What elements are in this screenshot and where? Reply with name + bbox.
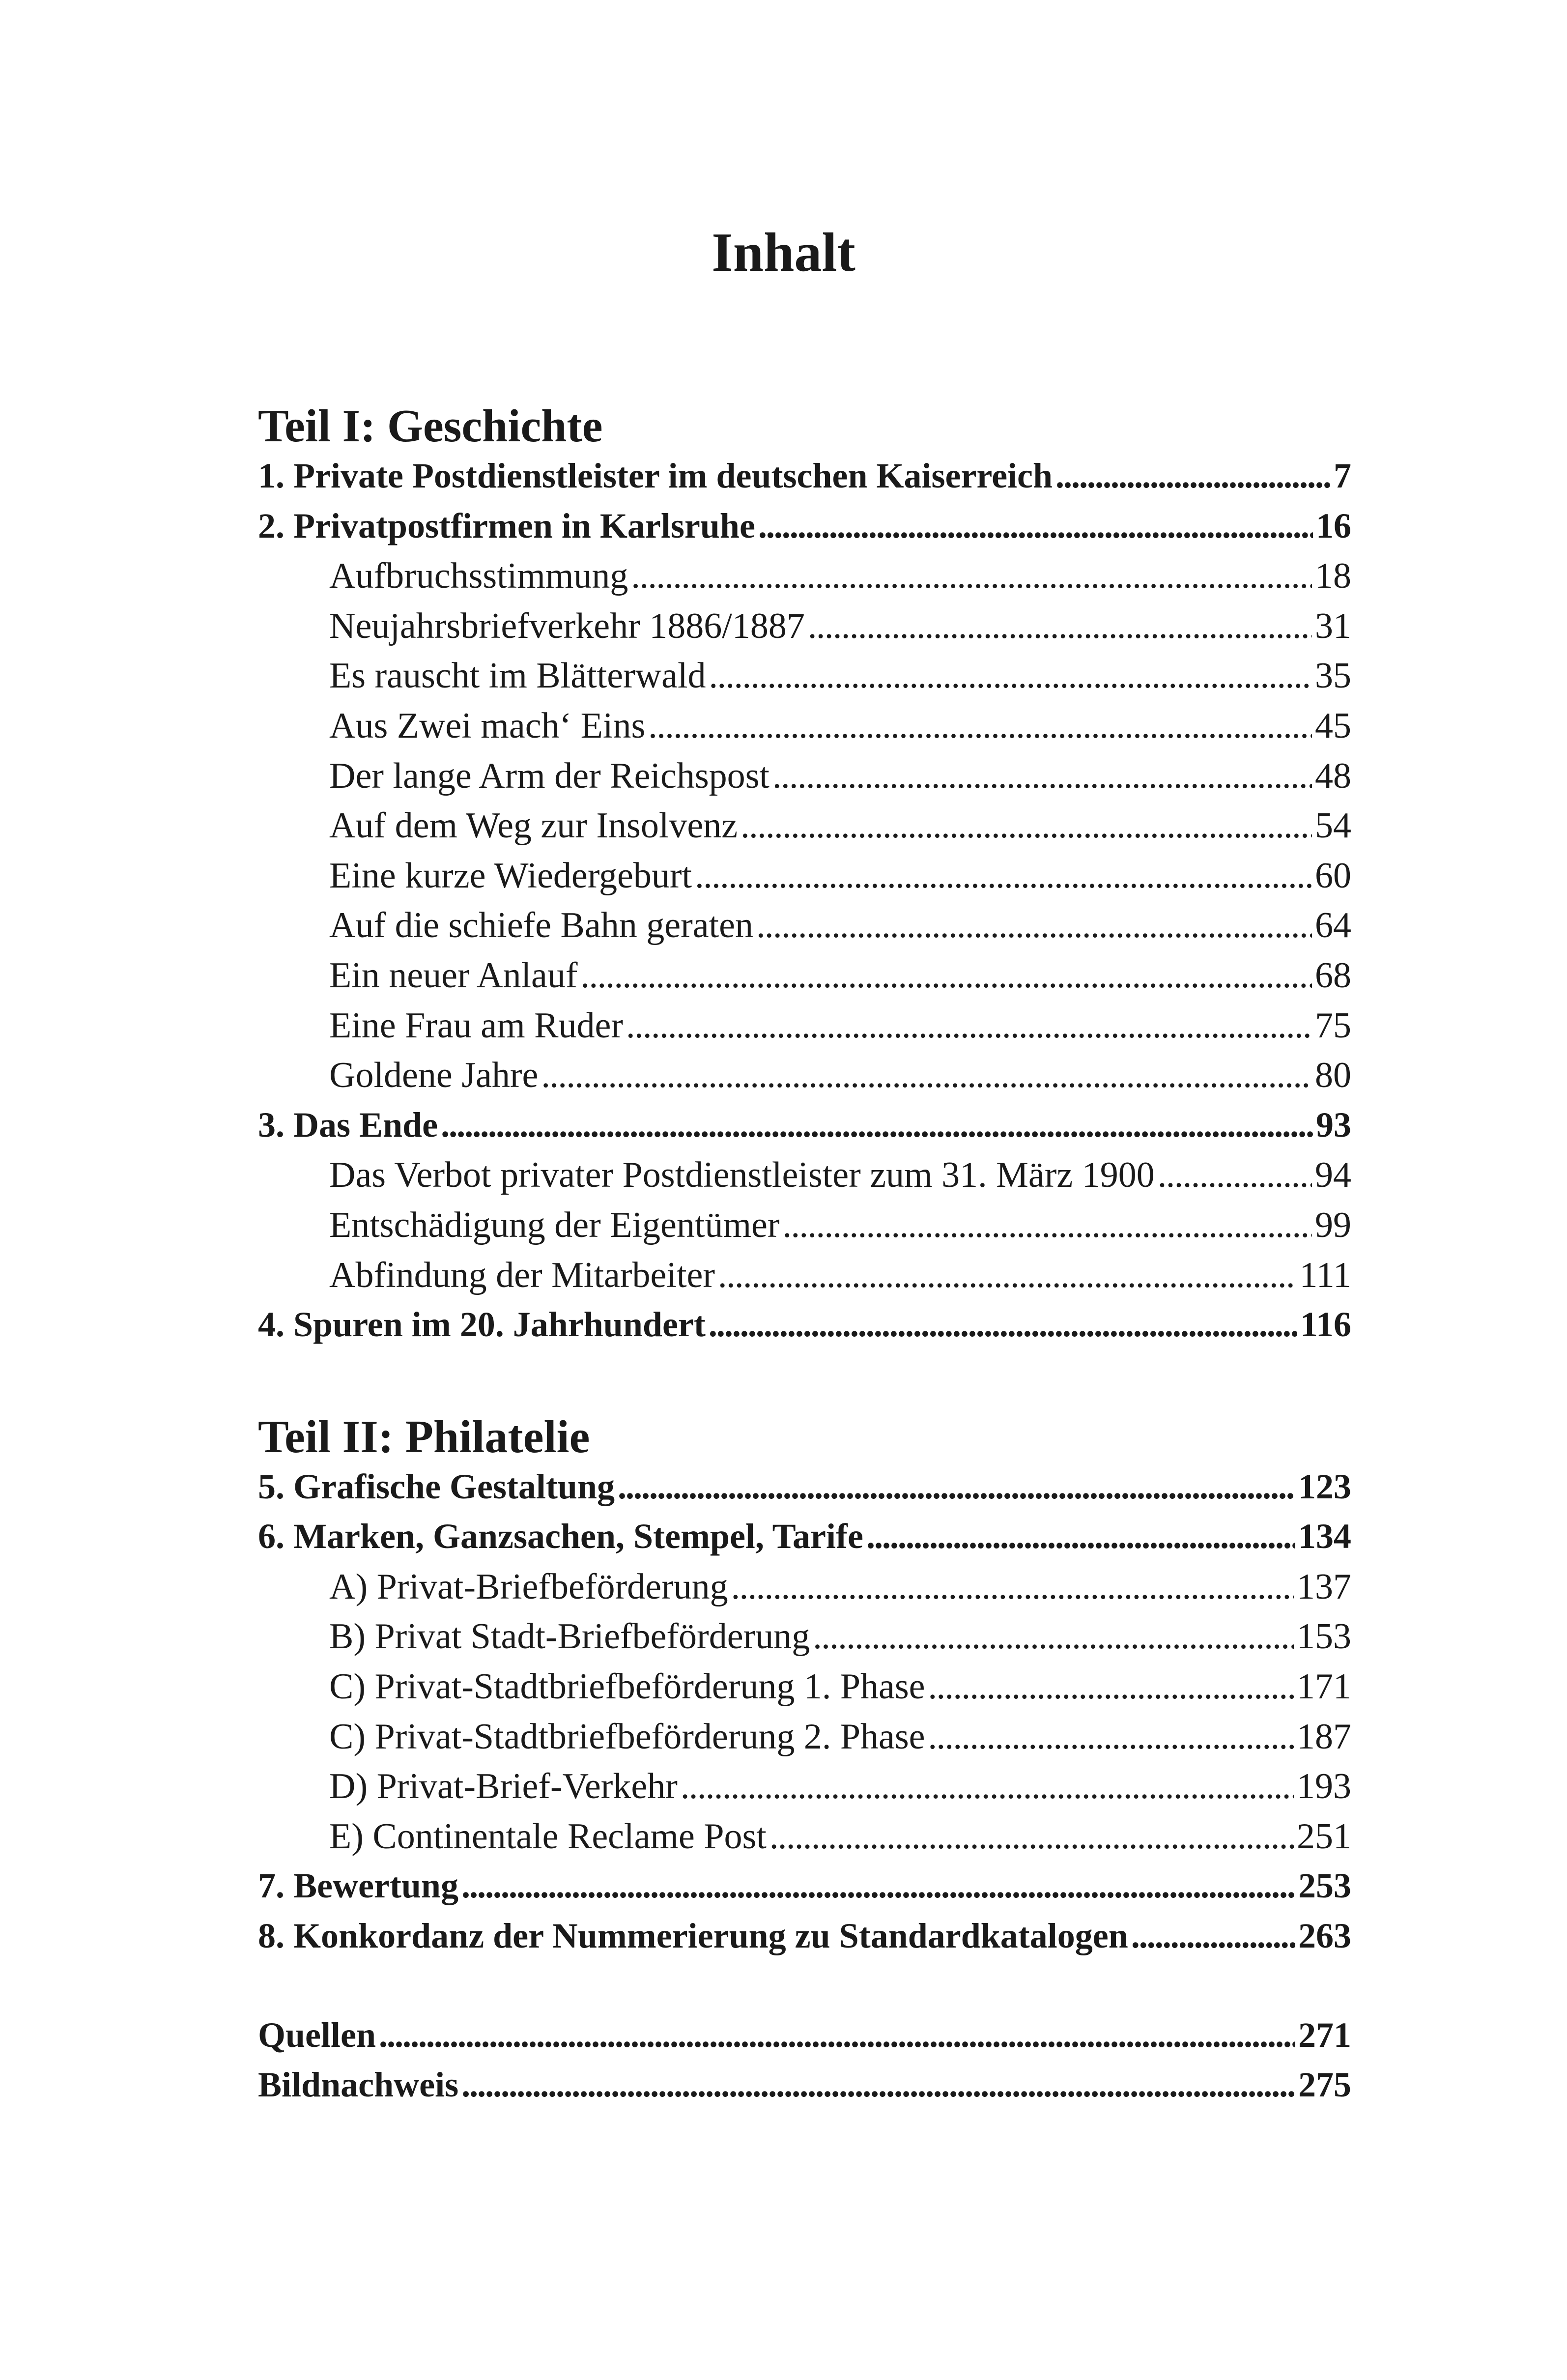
toc-entry-label: 1. Private Postdienstleister im deutschen Kaiserreich: [258, 456, 1053, 495]
toc-subentry[interactable]: [258, 1001, 1351, 1051]
toc-page-number: 75: [1315, 1005, 1351, 1046]
toc-entry-label: Das Verbot privater Postdienstleister zum 31. März 1900: [329, 1155, 1155, 1196]
toc-entry-label: 5. Grafische Gestaltung: [258, 1466, 615, 1506]
toc-entry-label: Neujahrsbriefverkehr 1886/1887: [329, 605, 805, 646]
toc-page-number: 137: [1297, 1566, 1351, 1607]
toc-page-number: 68: [1315, 955, 1351, 996]
dot-leader: [461, 1868, 1295, 1903]
toc-subentry[interactable]: [258, 1611, 1351, 1662]
toc-chapter-entry[interactable]: [258, 501, 1351, 551]
toc-subentry[interactable]: [258, 1662, 1351, 1712]
dot-leader: [709, 1307, 1297, 1342]
dot-leader: [581, 957, 1312, 994]
toc-page-number: 123: [1298, 1466, 1351, 1506]
toc-entry-label: Ein neuer Anlauf: [329, 955, 578, 996]
toc-page-number: 99: [1315, 1204, 1351, 1245]
toc-page-number: 48: [1315, 755, 1351, 796]
toc-chapter-entry[interactable]: [258, 1861, 1351, 1911]
toc-entry-label: C) Privat-Stadtbriefbeförderung 2. Phase: [329, 1716, 925, 1757]
dot-leader: [441, 1107, 1313, 1143]
toc-page-number: 18: [1315, 556, 1351, 597]
dot-leader: [718, 1257, 1296, 1293]
toc-chapter-entry[interactable]: [258, 451, 1351, 501]
toc-page-number: 171: [1297, 1666, 1351, 1707]
toc-chapter-entry[interactable]: [258, 1300, 1351, 1350]
dot-leader: [756, 907, 1312, 944]
toc-entry-label: B) Privat Stadt-Briefbeförderung: [329, 1616, 810, 1657]
toc-page-number: 80: [1315, 1055, 1351, 1096]
toc-page-number: 111: [1299, 1255, 1351, 1295]
toc-page-number: 64: [1315, 905, 1351, 946]
toc-entry-label: Der lange Arm der Reichspost: [329, 755, 769, 796]
toc-entry-label: C) Privat-Stadtbriefbeförderung 1. Phase: [329, 1666, 925, 1707]
toc-entry-label: Goldene Jahre: [329, 1055, 539, 1096]
toc-subentry[interactable]: [258, 651, 1351, 701]
dot-leader: [813, 1618, 1294, 1655]
toc-page-number: 116: [1300, 1305, 1351, 1345]
toc-entry-label: 4. Spuren im 20. Jahrhundert: [258, 1305, 706, 1345]
dot-leader: [1158, 1157, 1312, 1193]
toc-chapter-entry[interactable]: [258, 1512, 1351, 1562]
toc-entry-label: Bildnachweis: [258, 2065, 459, 2105]
dot-leader: [808, 608, 1312, 644]
toc-chapter-entry[interactable]: [258, 1100, 1351, 1150]
toc-subentry[interactable]: [258, 851, 1351, 901]
toc-entry-label: Aufbruchsstimmung: [329, 556, 628, 597]
toc-subentry[interactable]: [258, 1562, 1351, 1612]
toc-page-number: 54: [1315, 805, 1351, 846]
toc-entry-label: Abfindung der Mitarbeiter: [329, 1255, 715, 1295]
toc-chapter-entry[interactable]: [258, 1911, 1351, 1961]
back-matter-entries: [258, 2010, 1351, 2110]
dot-leader: [695, 858, 1312, 894]
toc-entry-label: 6. Marken, Ganzsachen, Stempel, Tarife: [258, 1517, 863, 1556]
toc-page-number: 31: [1315, 605, 1351, 646]
toc-page-number: 153: [1297, 1616, 1351, 1657]
back-matter-spacer: [258, 1961, 1351, 2010]
toc-page-number: 271: [1298, 2015, 1351, 2055]
dot-leader: [618, 1469, 1295, 1504]
dot-leader: [928, 1668, 1294, 1705]
toc-subentry[interactable]: [258, 1712, 1351, 1762]
toc-subentry[interactable]: [258, 1250, 1351, 1300]
toc-page-number: 16: [1316, 506, 1351, 545]
part-spacer: [258, 1350, 1351, 1404]
dot-leader: [1055, 458, 1331, 493]
toc-entry-label: 8. Konkordanz der Nummerierung zu Standardkatalogen: [258, 1916, 1128, 1956]
dot-leader: [783, 1207, 1312, 1243]
toc-entry-label: Entschädigung der Eigentümer: [329, 1204, 780, 1245]
dot-leader: [928, 1719, 1294, 1755]
toc-subentry[interactable]: [258, 701, 1351, 751]
part-heading-geschichte: Teil I: Geschichte: [258, 401, 603, 452]
toc-page-number: 134: [1298, 1517, 1351, 1556]
toc-chapter-entry[interactable]: [258, 2060, 1351, 2110]
toc-page-number: 94: [1315, 1155, 1351, 1196]
dot-leader: [709, 658, 1312, 694]
toc-subentry[interactable]: [258, 1761, 1351, 1811]
table-of-contents: [258, 393, 1351, 2110]
toc-entry-label: Quellen: [258, 2015, 376, 2055]
toc-entry-label: A) Privat-Briefbeförderung: [329, 1566, 728, 1607]
dot-leader: [741, 807, 1312, 844]
dot-leader: [631, 558, 1312, 594]
toc-entry-label: Auf die schiefe Bahn geraten: [329, 905, 753, 946]
toc-subentry[interactable]: [258, 551, 1351, 601]
dot-leader: [1131, 1918, 1295, 1953]
toc-entry-label: 2. Privatpostfirmen in Karlsruhe: [258, 506, 755, 545]
toc-entry-label: Eine kurze Wiedergeburt: [329, 855, 692, 896]
dot-leader: [626, 1007, 1312, 1044]
part-entries-philatelie: [258, 1462, 1351, 1961]
toc-page-number: 7: [1334, 456, 1351, 495]
toc-page-number: 275: [1298, 2065, 1351, 2105]
toc-subentry[interactable]: [258, 1200, 1351, 1250]
dot-leader: [769, 1818, 1294, 1855]
toc-entry-label: Aus Zwei mach‘ Eins: [329, 705, 646, 746]
dot-leader: [758, 508, 1313, 544]
toc-subentry[interactable]: [258, 950, 1351, 1001]
dot-leader: [541, 1057, 1312, 1093]
dot-leader: [731, 1569, 1294, 1605]
part-entries-geschichte: [258, 451, 1351, 1350]
toc-subentry[interactable]: [258, 601, 1351, 651]
toc-entry-label: D) Privat-Brief-Verkehr: [329, 1766, 678, 1807]
toc-page-number: 251: [1297, 1816, 1351, 1857]
dot-leader: [866, 1519, 1295, 1554]
toc-subentry[interactable]: [258, 900, 1351, 950]
toc-subentry[interactable]: [258, 1050, 1351, 1100]
toc-entry-label: 7. Bewertung: [258, 1866, 458, 1906]
toc-page-number: 187: [1297, 1716, 1351, 1757]
dot-leader: [379, 2017, 1295, 2053]
toc-subentry[interactable]: [258, 801, 1351, 851]
toc-chapter-entry[interactable]: [258, 1462, 1351, 1512]
dot-leader: [772, 758, 1312, 794]
toc-entry-label: 3. Das Ende: [258, 1105, 438, 1145]
toc-page-number: 60: [1315, 855, 1351, 896]
toc-page-number: 35: [1315, 656, 1351, 696]
toc-page-number: 45: [1315, 705, 1351, 746]
toc-entry-label: Auf dem Weg zur Insolvenz: [329, 805, 738, 846]
toc-page-number: 253: [1298, 1866, 1351, 1906]
dot-leader: [648, 708, 1312, 744]
dot-leader: [461, 2067, 1295, 2102]
toc-entry-label: Es rauscht im Blätterwald: [329, 656, 706, 696]
toc-page-number: 93: [1316, 1105, 1351, 1145]
toc-page-number: 193: [1297, 1766, 1351, 1807]
toc-subentry[interactable]: [258, 751, 1351, 801]
toc-subentry[interactable]: [258, 1150, 1351, 1200]
toc-entry-label: E) Continentale Reclame Post: [329, 1816, 767, 1857]
toc-subentry[interactable]: [258, 1811, 1351, 1862]
toc-entry-label: Eine Frau am Ruder: [329, 1005, 623, 1046]
page-title: Inhalt: [712, 222, 855, 283]
part-heading-philatelie: Teil II: Philatelie: [258, 1411, 590, 1462]
dot-leader: [681, 1768, 1294, 1805]
toc-page-number: 263: [1298, 1916, 1351, 1956]
toc-chapter-entry[interactable]: [258, 2010, 1351, 2061]
